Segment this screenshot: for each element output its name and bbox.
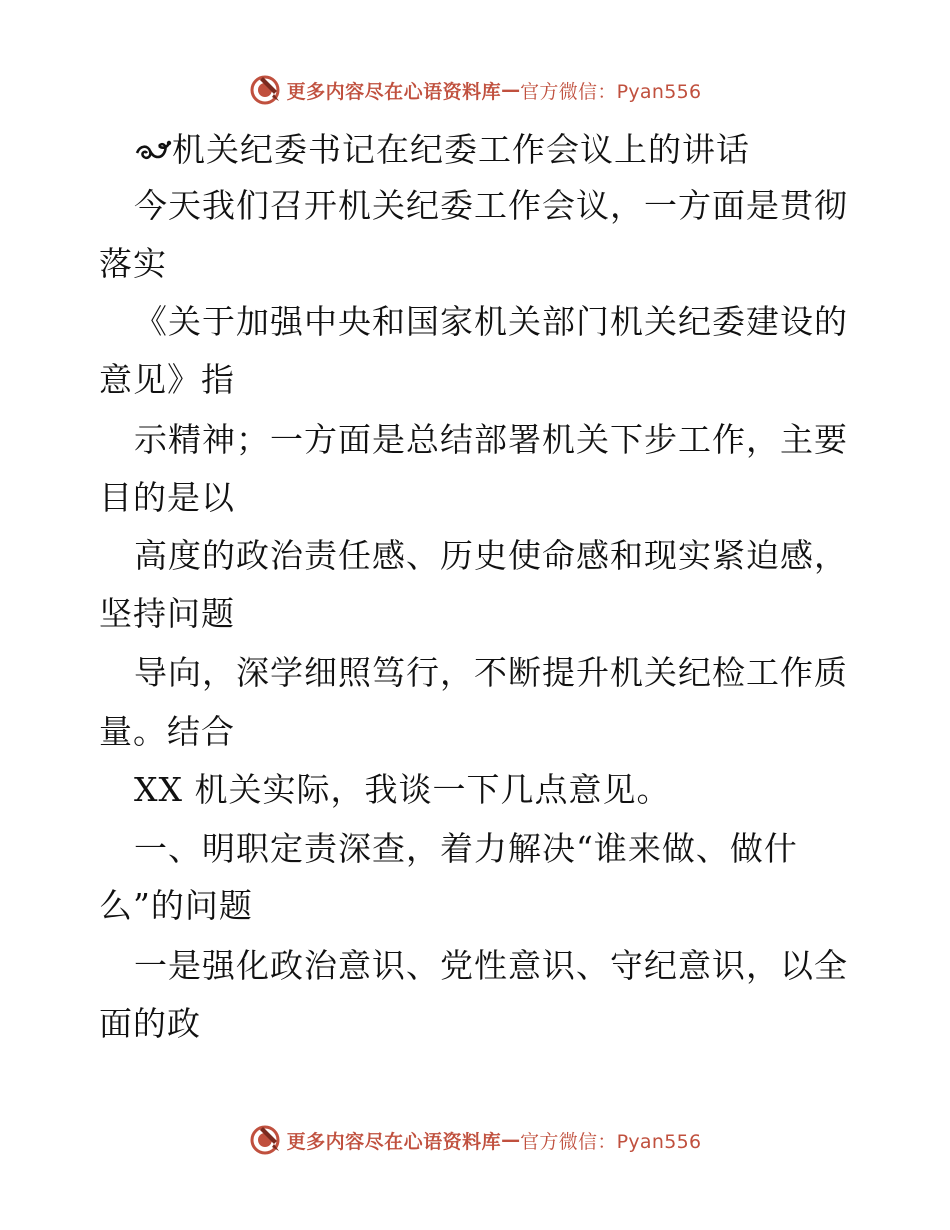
document-title	[134, 130, 750, 170]
banner-separator: —	[501, 1129, 521, 1151]
title-text: 机关纪委书记在纪委工作会议上的讲话	[172, 130, 750, 169]
banner-main-text: 更多内容尽在心语资料库	[286, 80, 502, 103]
banner-account-text: 官方微信：Pyan556	[520, 80, 702, 103]
paragraph-line: 一、明职定责深查，着力解决“谁来做、做什	[134, 829, 798, 868]
paragraph-line: 坚持问题	[99, 594, 235, 633]
paragraph-line: 《关于加强中央和国家机关部门机关纪委建设的	[134, 302, 848, 341]
footer-banner	[0, 1120, 950, 1160]
paragraph-line: 今天我们召开机关纪委工作会议，一方面是贯彻	[134, 186, 848, 225]
paragraph-line: 落实	[99, 244, 167, 283]
banner-main-text: 更多内容尽在心语资料库	[286, 1130, 502, 1153]
flourish-ornament-icon	[134, 133, 172, 167]
paragraph-line: 目的是以	[99, 478, 235, 517]
paragraph-line: 导向，深学细照笃行，不断提升机关纪检工作质	[134, 653, 848, 692]
paragraph-line: XX 机关实际，我谈一下几点意见。	[134, 770, 671, 809]
header-banner	[0, 70, 950, 110]
paragraph-line: 量。结合	[99, 712, 235, 751]
paragraph-line: 意见》指	[99, 360, 235, 399]
paragraph-line: 面的政	[99, 1004, 201, 1043]
seal-pen-logo-icon	[249, 1123, 283, 1157]
banner-separator: —	[501, 79, 521, 101]
paragraph-line: 么”的问题	[99, 886, 253, 925]
seal-pen-logo-icon	[249, 73, 283, 107]
paragraph-line: 高度的政治责任感、历史使命感和现实紧迫感，	[134, 536, 848, 575]
paragraph-line: 一是强化政治意识、党性意识、守纪意识，以全	[134, 946, 848, 985]
paragraph-line: 示精神；一方面是总结部署机关下步工作，主要	[134, 420, 848, 459]
banner-account-text: 官方微信：Pyan556	[520, 1130, 702, 1153]
